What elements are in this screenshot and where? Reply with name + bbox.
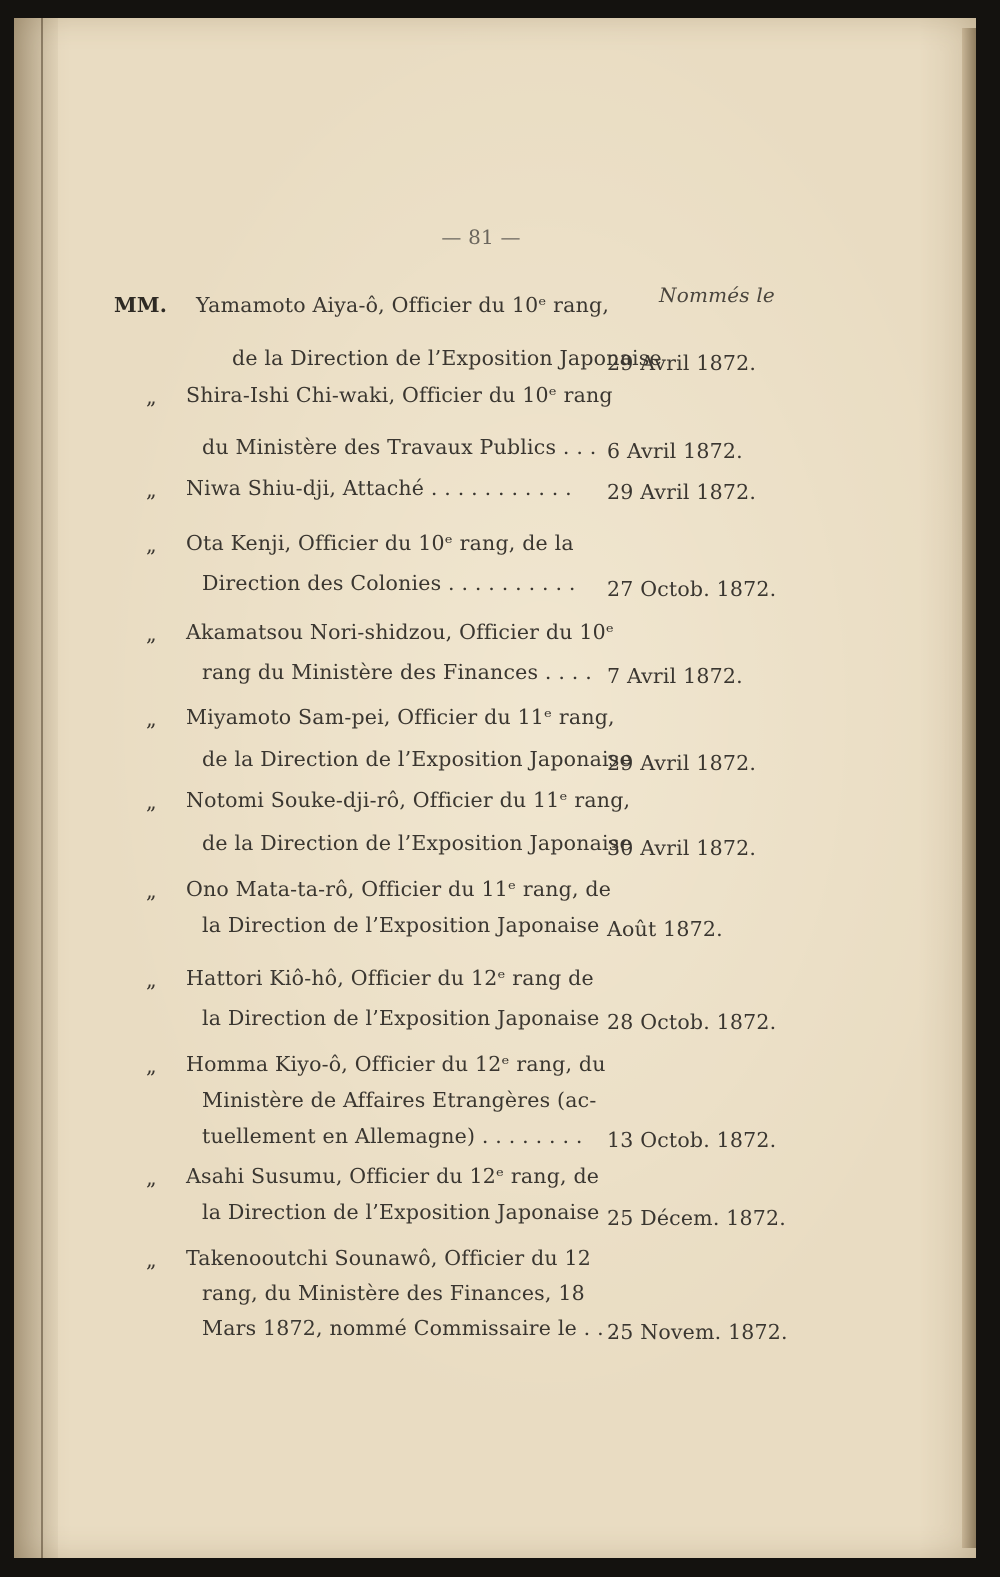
entry-prefix: „ bbox=[146, 707, 157, 731]
entry-prefix: „ bbox=[146, 478, 157, 502]
entry-prefix: „ bbox=[146, 968, 157, 992]
appointment-date: 7 Avril 1872. bbox=[607, 664, 743, 688]
appointment-date: 29 Avril 1872. bbox=[607, 751, 757, 775]
appointment-date: 27 Octob. 1872. bbox=[607, 577, 777, 601]
entry-prefix: „ bbox=[146, 879, 157, 903]
gutter-fold-line bbox=[41, 18, 43, 1558]
entry-line: Ministère de Affaires Etrangères (ac- bbox=[202, 1088, 597, 1112]
book-page bbox=[14, 18, 976, 1558]
column-heading-nommes: Nommés le bbox=[659, 283, 775, 307]
entry-line: du Ministère des Travaux Publics . . . bbox=[202, 435, 597, 459]
entry-prefix: MM. bbox=[114, 293, 168, 317]
entry-line: Homma Kiyo-ô, Officier du 12ᵉ rang, du bbox=[186, 1052, 606, 1076]
entry-line: la Direction de l’Exposition Japonaise bbox=[202, 1006, 600, 1030]
entry-line: de la Direction de l’Exposition Japonaise bbox=[202, 747, 632, 771]
entry-line: de la Direction de l’Exposition Japonaise bbox=[202, 831, 632, 855]
entry-line: Direction des Colonies . . . . . . . . . . bbox=[202, 571, 576, 595]
appointment-date: 25 Novem. 1872. bbox=[607, 1320, 788, 1344]
entry-line: Notomi Souke-dji-rô, Officier du 11ᵉ rang, bbox=[186, 788, 631, 812]
page-number: — 81 — bbox=[441, 225, 521, 249]
entry-line: la Direction de l’Exposition Japonaise bbox=[202, 913, 600, 937]
entry-line: rang, du Ministère des Finances, 18 bbox=[202, 1281, 585, 1305]
entry-line: Mars 1872, nommé Commissaire le . . . bbox=[202, 1316, 618, 1340]
entry-prefix: „ bbox=[146, 790, 157, 814]
entry-line: Miyamoto Sam-pei, Officier du 11ᵉ rang, bbox=[186, 705, 615, 729]
appointment-date: 29 Avril 1872. bbox=[607, 480, 757, 504]
appointment-date: 13 Octob. 1872. bbox=[607, 1128, 777, 1152]
entry-prefix: „ bbox=[146, 385, 157, 409]
entry-prefix: „ bbox=[146, 1166, 157, 1190]
entry-line: Akamatsou Nori-shidzou, Officier du 10ᵉ bbox=[186, 620, 614, 644]
entry-prefix: „ bbox=[146, 1054, 157, 1078]
entry-line: Takenooutchi Sounawô, Officier du 12 bbox=[186, 1246, 592, 1270]
entry-prefix: „ bbox=[146, 533, 157, 557]
entry-line: Hattori Kiô-hô, Officier du 12ᵉ rang de bbox=[186, 966, 594, 990]
entry-line: Ota Kenji, Officier du 10ᵉ rang, de la bbox=[186, 531, 574, 555]
entry-prefix: „ bbox=[146, 622, 157, 646]
entry-line: Shira-Ishi Chi-waki, Officier du 10ᵉ rang bbox=[186, 383, 613, 407]
entry-prefix: „ bbox=[146, 1248, 157, 1272]
entry-line: la Direction de l’Exposition Japonaise bbox=[202, 1200, 600, 1224]
appointment-date: 29 Avril 1872. bbox=[607, 351, 757, 375]
entry-line: Asahi Susumu, Officier du 12ᵉ rang, de bbox=[186, 1164, 600, 1188]
entry-line: Niwa Shiu-dji, Attaché . . . . . . . . . . . bbox=[186, 476, 572, 500]
appointment-date: 30 Avril 1872. bbox=[607, 836, 757, 860]
appointment-date: 6 Avril 1872. bbox=[607, 439, 743, 463]
entry-line: de la Direction de l’Exposition Japonaise bbox=[232, 346, 662, 370]
entry-line: tuellement en Allemagne) . . . . . . . . bbox=[202, 1124, 583, 1148]
appointment-date: 25 Décem. 1872. bbox=[607, 1206, 786, 1230]
entry-line: Ono Mata-ta-rô, Officier du 11ᵉ rang, de bbox=[186, 877, 612, 901]
page-gutter bbox=[14, 18, 58, 1558]
appointment-date: Août 1872. bbox=[607, 917, 723, 941]
entry-line: Yamamoto Aiya-ô, Officier du 10ᵉ rang, bbox=[196, 293, 610, 317]
appointment-date: 28 Octob. 1872. bbox=[607, 1010, 777, 1034]
entry-line: rang du Ministère des Finances . . . . bbox=[202, 660, 592, 684]
page-edge bbox=[962, 28, 976, 1548]
